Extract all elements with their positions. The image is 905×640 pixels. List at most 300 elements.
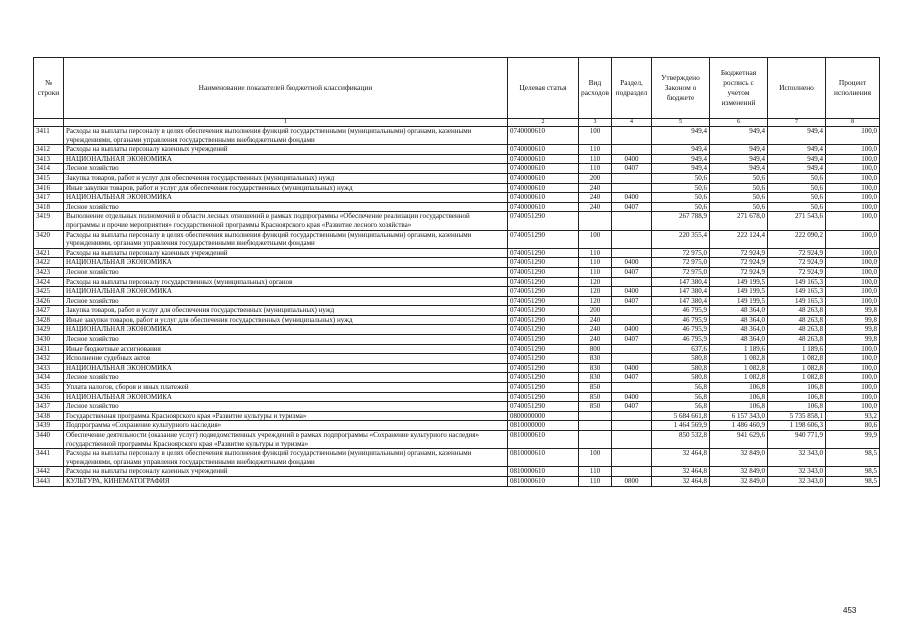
execution-percent: 100,0 <box>826 363 880 373</box>
target-article: 0740051290 <box>508 258 579 268</box>
execution-percent: 100,0 <box>826 173 880 183</box>
target-article: 0740051290 <box>508 344 579 354</box>
row-number: 3411 <box>34 127 64 145</box>
indicator-name: Расходы на выплаты персоналу казенных учреждений <box>64 467 508 477</box>
budget-painting-amount: 48 364,0 <box>710 306 768 316</box>
table-row <box>34 127 880 145</box>
expense-type: 200 <box>579 306 612 316</box>
executed-amount: 48 263,8 <box>768 306 826 316</box>
executed-amount: 106,8 <box>768 402 826 412</box>
section-code <box>612 183 652 193</box>
table-row <box>34 411 880 421</box>
indicator-name: НАЦИОНАЛЬНАЯ ЭКОНОМИКА <box>64 258 508 268</box>
budget-painting-amount: 50,6 <box>710 183 768 193</box>
approved-amount: 50,6 <box>652 173 710 183</box>
approved-amount: 72 975,0 <box>652 258 710 268</box>
execution-percent: 100,0 <box>826 383 880 393</box>
indicator-name: НАЦИОНАЛЬНАЯ ЭКОНОМИКА <box>64 363 508 373</box>
indicator-name: НАЦИОНАЛЬНАЯ ЭКОНОМИКА <box>64 325 508 335</box>
row-number: 3427 <box>34 306 64 316</box>
header-section: Раздел, подраздел <box>612 58 652 119</box>
table-row <box>34 202 880 212</box>
table-row <box>34 267 880 277</box>
expense-type: 110 <box>579 467 612 477</box>
column-number: 2 <box>508 119 579 127</box>
execution-percent: 93,2 <box>826 411 880 421</box>
expense-type: 240 <box>579 335 612 345</box>
section-code <box>612 354 652 364</box>
expense-type: 110 <box>579 267 612 277</box>
target-article: 0810000610 <box>508 431 579 449</box>
section-code: 0400 <box>612 325 652 335</box>
approved-amount: 72 975,0 <box>652 248 710 258</box>
indicator-name: Закупка товаров, работ и услуг для обеспечения государственных (муниципальных) нужд <box>64 306 508 316</box>
approved-amount: 949,4 <box>652 127 710 145</box>
budget-painting-amount: 949,4 <box>710 127 768 145</box>
approved-amount: 50,6 <box>652 193 710 203</box>
budget-painting-amount: 941 629,6 <box>710 431 768 449</box>
row-number: 3420 <box>34 230 64 248</box>
section-code <box>612 248 652 258</box>
expense-type: 240 <box>579 193 612 203</box>
row-number: 3433 <box>34 363 64 373</box>
executed-amount: 149 165,3 <box>768 296 826 306</box>
header-target: Целевая статья <box>508 58 579 119</box>
execution-percent: 99,8 <box>826 306 880 316</box>
target-article: 0740051290 <box>508 306 579 316</box>
section-code <box>612 212 652 230</box>
header-no: № строки <box>34 58 64 119</box>
row-number: 3426 <box>34 296 64 306</box>
budget-painting-amount: 1 486 460,9 <box>710 421 768 431</box>
table-row <box>34 402 880 412</box>
indicator-name: Государственная программа Красноярского края «Развитие культуры и туризма» <box>64 411 508 421</box>
section-code: 0400 <box>612 287 652 297</box>
column-number: 8 <box>826 119 880 127</box>
section-code: 0407 <box>612 373 652 383</box>
budget-painting-amount: 50,6 <box>710 202 768 212</box>
approved-amount: 32 464,8 <box>652 467 710 477</box>
execution-percent: 99,8 <box>826 335 880 345</box>
row-number: 3423 <box>34 267 64 277</box>
execution-percent: 99,9 <box>826 431 880 449</box>
executed-amount: 106,8 <box>768 383 826 393</box>
table-row <box>34 315 880 325</box>
header-executed: Исполнено <box>768 58 826 119</box>
expense-type: 200 <box>579 173 612 183</box>
execution-percent: 98,5 <box>826 476 880 486</box>
budget-painting-amount: 1 082,8 <box>710 363 768 373</box>
executed-amount: 1 189,6 <box>768 344 826 354</box>
row-number: 3431 <box>34 344 64 354</box>
table-row <box>34 248 880 258</box>
executed-amount: 50,6 <box>768 202 826 212</box>
budget-painting-amount: 72 924,9 <box>710 258 768 268</box>
approved-amount: 46 795,9 <box>652 335 710 345</box>
budget-painting-amount: 106,8 <box>710 383 768 393</box>
indicator-name: Расходы на выплаты персоналу в целях обеспечения выполнения функций государственными (муниципальными) органами, казенными учреждениями, органами управления государственными внебюджетными фондами <box>64 449 508 467</box>
section-code <box>612 230 652 248</box>
indicator-name: Расходы на выплаты персоналу в целях обеспечения выполнения функций государственными (муниципальными) органами, казенными учреждениями, органами управления государственными внебюджетными фондами <box>64 230 508 248</box>
budget-painting-amount: 149 199,5 <box>710 287 768 297</box>
section-code: 0407 <box>612 335 652 345</box>
executed-amount: 5 735 858,1 <box>768 411 826 421</box>
indicator-name: Лесное хозяйство <box>64 202 508 212</box>
execution-percent: 100,0 <box>826 145 880 155</box>
expense-type: 110 <box>579 164 612 174</box>
approved-amount: 147 380,4 <box>652 287 710 297</box>
budget-painting-amount: 32 849,0 <box>710 476 768 486</box>
executed-amount: 949,4 <box>768 127 826 145</box>
budget-table <box>33 57 880 487</box>
column-number: 4 <box>612 119 652 127</box>
indicator-name: КУЛЬТУРА, КИНЕМАТОГРАФИЯ <box>64 476 508 486</box>
approved-amount: 72 975,0 <box>652 267 710 277</box>
expense-type: 100 <box>579 449 612 467</box>
executed-amount: 149 165,3 <box>768 277 826 287</box>
target-article: 0740051290 <box>508 287 579 297</box>
budget-painting-amount: 50,6 <box>710 173 768 183</box>
execution-percent: 100,0 <box>826 258 880 268</box>
row-number: 3438 <box>34 411 64 421</box>
table-row <box>34 193 880 203</box>
indicator-name: Подпрограмма «Сохранение культурного наследия» <box>64 421 508 431</box>
expense-type <box>579 431 612 449</box>
header-percent: Процент исполнения <box>826 58 880 119</box>
indicator-name: Иные закупки товаров, работ и услуг для обеспечения государственных (муниципальных) нужд <box>64 315 508 325</box>
indicator-name: Обеспечение деятельности (оказание услуг) подведомственных учреждений в рамках подпрограммы «Сохранение культурного наследия» государственной программы Красноярского края «Развитие культуры и туризма» <box>64 431 508 449</box>
executed-amount: 48 263,8 <box>768 335 826 345</box>
indicator-name: Иные бюджетные ассигнования <box>64 344 508 354</box>
expense-type: 120 <box>579 287 612 297</box>
target-article: 0740000610 <box>508 145 579 155</box>
row-number: 3416 <box>34 183 64 193</box>
executed-amount: 32 343,0 <box>768 476 826 486</box>
row-number: 3439 <box>34 421 64 431</box>
table-row <box>34 335 880 345</box>
section-code <box>612 467 652 477</box>
table-row <box>34 145 880 155</box>
section-code: 0407 <box>612 402 652 412</box>
target-article: 0740051290 <box>508 277 579 287</box>
target-article: 0740000610 <box>508 127 579 145</box>
section-code: 0407 <box>612 164 652 174</box>
table-row <box>34 154 880 164</box>
approved-amount: 637,6 <box>652 344 710 354</box>
row-number: 3436 <box>34 392 64 402</box>
expense-type: 240 <box>579 183 612 193</box>
approved-amount: 267 788,9 <box>652 212 710 230</box>
table-row <box>34 421 880 431</box>
section-code <box>612 421 652 431</box>
table-row <box>34 467 880 477</box>
target-article: 0740000610 <box>508 193 579 203</box>
indicator-name: Лесное хозяйство <box>64 267 508 277</box>
execution-percent: 100,0 <box>826 267 880 277</box>
budget-painting-amount: 48 364,0 <box>710 315 768 325</box>
executed-amount: 72 924,9 <box>768 267 826 277</box>
table-row <box>34 325 880 335</box>
expense-type: 110 <box>579 154 612 164</box>
expense-type: 800 <box>579 344 612 354</box>
budget-painting-amount: 106,8 <box>710 392 768 402</box>
approved-amount: 56,8 <box>652 392 710 402</box>
section-code <box>612 344 652 354</box>
header-row <box>34 58 880 119</box>
target-article: 0740000610 <box>508 202 579 212</box>
indicator-name: Расходы на выплаты персоналу казенных учреждений <box>64 145 508 155</box>
table-row <box>34 287 880 297</box>
table-row <box>34 363 880 373</box>
row-number: 3443 <box>34 476 64 486</box>
header-approved: Утверждено Законом о бюджете <box>652 58 710 119</box>
row-number: 3441 <box>34 449 64 467</box>
execution-percent: 100,0 <box>826 354 880 364</box>
table-row <box>34 183 880 193</box>
row-number: 3440 <box>34 431 64 449</box>
table-row <box>34 296 880 306</box>
row-number: 3421 <box>34 248 64 258</box>
column-number: 5 <box>652 119 710 127</box>
table-row <box>34 212 880 230</box>
target-article: 0740051290 <box>508 363 579 373</box>
indicator-name: Расходы на выплаты персоналу государственных (муниципальных) органов <box>64 277 508 287</box>
table-row <box>34 373 880 383</box>
indicator-name: Лесное хозяйство <box>64 373 508 383</box>
row-number: 3425 <box>34 287 64 297</box>
indicator-name: Иные закупки товаров, работ и услуг для обеспечения государственных (муниципальных) нужд <box>64 183 508 193</box>
header-type: Вид расходов <box>579 58 612 119</box>
target-article: 0740051290 <box>508 267 579 277</box>
executed-amount: 48 263,8 <box>768 325 826 335</box>
executed-amount: 50,6 <box>768 183 826 193</box>
target-article: 0740000610 <box>508 164 579 174</box>
expense-type: 240 <box>579 202 612 212</box>
expense-type: 850 <box>579 392 612 402</box>
table-row <box>34 392 880 402</box>
approved-amount: 1 464 569,9 <box>652 421 710 431</box>
expense-type: 850 <box>579 383 612 393</box>
expense-type <box>579 212 612 230</box>
executed-amount: 106,8 <box>768 392 826 402</box>
target-article: 0810000000 <box>508 421 579 431</box>
budget-painting-amount: 1 082,8 <box>710 354 768 364</box>
approved-amount: 56,8 <box>652 402 710 412</box>
budget-painting-amount: 50,6 <box>710 193 768 203</box>
indicator-name: Расходы на выплаты персоналу казенных учреждений <box>64 248 508 258</box>
execution-percent: 100,0 <box>826 373 880 383</box>
header-painting: Бюджетная роспись с учетом изменений <box>710 58 768 119</box>
execution-percent: 100,0 <box>826 287 880 297</box>
column-number <box>34 119 64 127</box>
target-article: 0740000610 <box>508 173 579 183</box>
section-code <box>612 306 652 316</box>
target-article: 0810000610 <box>508 476 579 486</box>
row-number: 3413 <box>34 154 64 164</box>
section-code: 0400 <box>612 392 652 402</box>
section-code <box>612 431 652 449</box>
budget-painting-amount: 222 124,4 <box>710 230 768 248</box>
section-code <box>612 145 652 155</box>
indicator-name: Выполнение отдельных полномочий в области лесных отношений в рамках подпрограммы «Обеспечение реализации государственной программы и прочие мероприятия» государственной программы Красноярского края «Развитие лесного хозяйства» <box>64 212 508 230</box>
expense-type: 830 <box>579 373 612 383</box>
executed-amount: 149 165,3 <box>768 287 826 297</box>
budget-painting-amount: 271 678,0 <box>710 212 768 230</box>
section-code <box>612 173 652 183</box>
section-code: 0400 <box>612 258 652 268</box>
section-code <box>612 277 652 287</box>
target-article: 0740051290 <box>508 315 579 325</box>
row-number: 3430 <box>34 335 64 345</box>
expense-type: 110 <box>579 258 612 268</box>
executed-amount: 50,6 <box>768 193 826 203</box>
budget-painting-amount: 6 157 343,0 <box>710 411 768 421</box>
executed-amount: 1 198 606,3 <box>768 421 826 431</box>
row-number: 3437 <box>34 402 64 412</box>
approved-amount: 949,4 <box>652 164 710 174</box>
table-row <box>34 383 880 393</box>
budget-painting-amount: 149 199,5 <box>710 296 768 306</box>
execution-percent: 100,0 <box>826 183 880 193</box>
execution-percent: 100,0 <box>826 392 880 402</box>
budget-painting-amount: 1 082,8 <box>710 373 768 383</box>
section-code <box>612 411 652 421</box>
section-code: 0407 <box>612 267 652 277</box>
approved-amount: 50,6 <box>652 202 710 212</box>
executed-amount: 1 082,8 <box>768 354 826 364</box>
table-row <box>34 164 880 174</box>
budget-painting-amount: 1 189,6 <box>710 344 768 354</box>
executed-amount: 949,4 <box>768 164 826 174</box>
approved-amount: 46 795,9 <box>652 325 710 335</box>
table-row <box>34 306 880 316</box>
target-article: 0740000610 <box>508 183 579 193</box>
executed-amount: 48 263,8 <box>768 315 826 325</box>
budget-painting-amount: 949,4 <box>710 164 768 174</box>
execution-percent: 100,0 <box>826 277 880 287</box>
execution-percent: 99,8 <box>826 315 880 325</box>
column-number: 3 <box>579 119 612 127</box>
section-code: 0400 <box>612 363 652 373</box>
budget-painting-amount: 149 199,5 <box>710 277 768 287</box>
approved-amount: 50,6 <box>652 183 710 193</box>
indicator-name: Лесное хозяйство <box>64 164 508 174</box>
approved-amount: 220 355,4 <box>652 230 710 248</box>
target-article: 0740051290 <box>508 373 579 383</box>
target-article: 0740051290 <box>508 212 579 230</box>
execution-percent: 100,0 <box>826 248 880 258</box>
target-article: 0740051290 <box>508 296 579 306</box>
executed-amount: 72 924,9 <box>768 258 826 268</box>
expense-type: 120 <box>579 277 612 287</box>
section-code: 0407 <box>612 202 652 212</box>
column-number: 1 <box>64 119 508 127</box>
table-row <box>34 354 880 364</box>
target-article: 0740051290 <box>508 402 579 412</box>
execution-percent: 100,0 <box>826 154 880 164</box>
row-number: 3418 <box>34 202 64 212</box>
execution-percent: 100,0 <box>826 212 880 230</box>
row-number: 3414 <box>34 164 64 174</box>
row-number: 3415 <box>34 173 64 183</box>
approved-amount: 949,4 <box>652 154 710 164</box>
table-row <box>34 258 880 268</box>
table-row <box>34 173 880 183</box>
budget-painting-amount: 72 924,9 <box>710 248 768 258</box>
execution-percent: 100,0 <box>826 230 880 248</box>
target-article: 0810000610 <box>508 467 579 477</box>
execution-percent: 100,0 <box>826 202 880 212</box>
row-number: 3442 <box>34 467 64 477</box>
expense-type: 120 <box>579 296 612 306</box>
approved-amount: 5 684 661,8 <box>652 411 710 421</box>
approved-amount: 580,8 <box>652 363 710 373</box>
budget-painting-amount: 949,4 <box>710 154 768 164</box>
indicator-name: Закупка товаров, работ и услуг для обеспечения государственных (муниципальных) нужд <box>64 173 508 183</box>
table-row <box>34 230 880 248</box>
expense-type: 100 <box>579 230 612 248</box>
approved-amount: 580,8 <box>652 373 710 383</box>
budget-painting-amount: 106,8 <box>710 402 768 412</box>
row-number: 3429 <box>34 325 64 335</box>
expense-type: 110 <box>579 248 612 258</box>
indicator-name: НАЦИОНАЛЬНАЯ ЭКОНОМИКА <box>64 392 508 402</box>
table-row <box>34 449 880 467</box>
row-number: 3424 <box>34 277 64 287</box>
target-article: 0740051290 <box>508 392 579 402</box>
page-number: 453 <box>843 606 857 615</box>
target-article: 0810000610 <box>508 449 579 467</box>
expense-type: 240 <box>579 325 612 335</box>
section-code: 0800 <box>612 476 652 486</box>
approved-amount: 580,8 <box>652 354 710 364</box>
approved-amount: 949,4 <box>652 145 710 155</box>
execution-percent: 100,0 <box>826 164 880 174</box>
approved-amount: 32 464,8 <box>652 476 710 486</box>
row-number: 3432 <box>34 354 64 364</box>
budget-painting-amount: 32 849,0 <box>710 449 768 467</box>
executed-amount: 271 543,6 <box>768 212 826 230</box>
row-number: 3419 <box>34 212 64 230</box>
execution-percent: 100,0 <box>826 193 880 203</box>
execution-percent: 98,5 <box>826 449 880 467</box>
section-code <box>612 449 652 467</box>
indicator-name: НАЦИОНАЛЬНАЯ ЭКОНОМИКА <box>64 154 508 164</box>
row-number: 3417 <box>34 193 64 203</box>
execution-percent: 98,5 <box>826 467 880 477</box>
budget-painting-amount: 949,4 <box>710 145 768 155</box>
executed-amount: 32 343,0 <box>768 467 826 477</box>
execution-percent: 80,6 <box>826 421 880 431</box>
approved-amount: 56,8 <box>652 383 710 393</box>
expense-type <box>579 411 612 421</box>
indicator-name: Лесное хозяйство <box>64 296 508 306</box>
execution-percent: 99,8 <box>826 325 880 335</box>
target-article: 0740051290 <box>508 230 579 248</box>
execution-percent: 100,0 <box>826 344 880 354</box>
executed-amount: 72 924,9 <box>768 248 826 258</box>
budget-painting-amount: 48 364,0 <box>710 325 768 335</box>
column-number-row <box>34 119 880 127</box>
table-row <box>34 476 880 486</box>
table-row <box>34 344 880 354</box>
section-code <box>612 315 652 325</box>
indicator-name: Лесное хозяйство <box>64 402 508 412</box>
row-number: 3434 <box>34 373 64 383</box>
target-article: 0740051290 <box>508 335 579 345</box>
section-code <box>612 127 652 145</box>
row-number: 3435 <box>34 383 64 393</box>
